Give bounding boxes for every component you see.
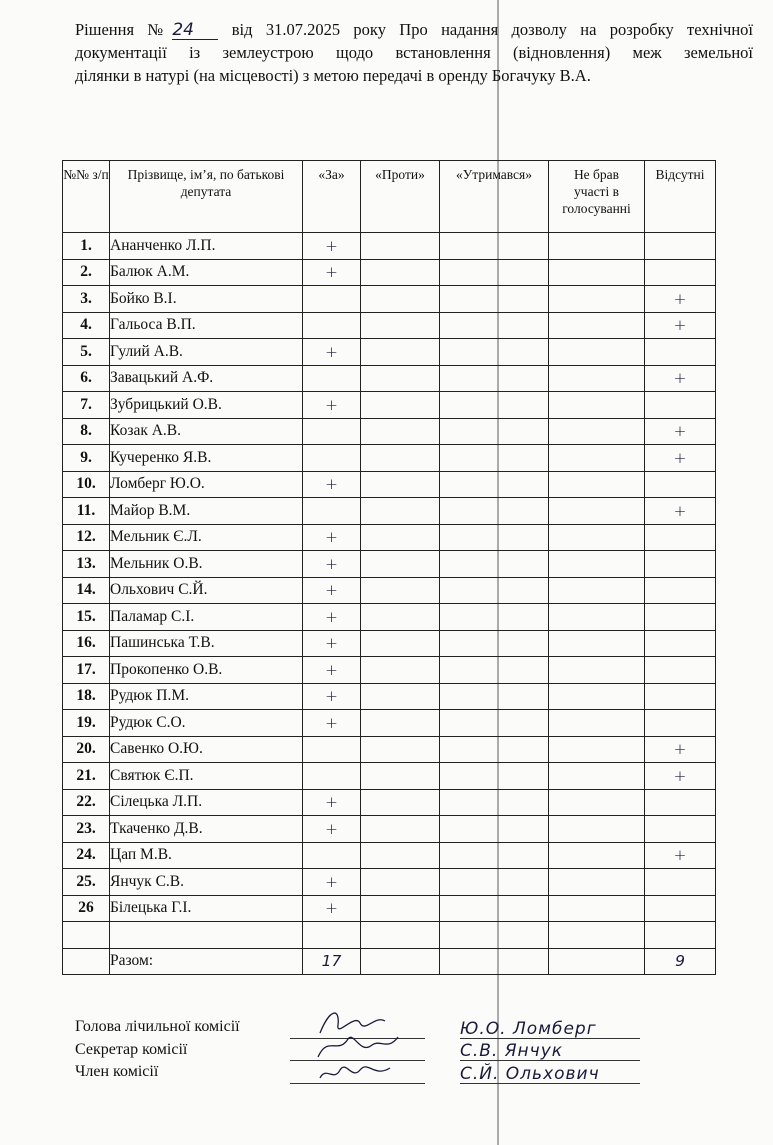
vote-against-cell	[361, 312, 440, 339]
row-number: 16.	[63, 630, 110, 657]
deputy-name: Паламар С.І.	[110, 604, 303, 631]
vote-abstain-cell	[440, 524, 549, 551]
row-number: 25.	[63, 869, 110, 896]
total-num-cell	[63, 948, 110, 975]
deputy-name: Ткаченко Д.В.	[110, 816, 303, 843]
deputy-name: Сілецька Л.П.	[110, 789, 303, 816]
vote-not-voted-cell	[549, 498, 645, 525]
vote-abstain-cell	[440, 869, 549, 896]
deputy-name: Гальоса В.П.	[110, 312, 303, 339]
vote-against-cell	[361, 259, 440, 286]
total-abstain	[440, 948, 549, 975]
vote-for-cell: +	[303, 577, 361, 604]
vote-for-cell: +	[303, 233, 361, 260]
vote-abstain-cell	[440, 630, 549, 657]
deputy-name: Рудюк С.О.	[110, 710, 303, 737]
deputy-name: Святюк Є.П.	[110, 763, 303, 790]
vote-abstain-cell	[440, 657, 549, 684]
vote-abstain-cell	[440, 418, 549, 445]
signature-row-member	[75, 1061, 640, 1084]
vote-against-cell	[361, 604, 440, 631]
table-row	[63, 763, 716, 790]
total-for: 17	[303, 948, 361, 975]
deputy-name: Балюк А.М.	[110, 259, 303, 286]
decision-number: 24	[172, 21, 218, 40]
table-row	[63, 630, 716, 657]
vote-against-cell	[361, 895, 440, 922]
table-row	[63, 259, 716, 286]
vote-for-cell: +	[303, 816, 361, 843]
row-number: 15.	[63, 604, 110, 631]
vote-for-cell	[303, 498, 361, 525]
vote-against-cell	[361, 577, 440, 604]
vote-not-voted-cell	[549, 895, 645, 922]
vote-not-voted-cell	[549, 445, 645, 472]
vote-for-cell	[303, 286, 361, 313]
table-row	[63, 286, 716, 313]
vote-not-voted-cell	[549, 789, 645, 816]
vote-against-cell	[361, 763, 440, 790]
vote-for-cell: +	[303, 259, 361, 286]
vote-abstain-cell	[440, 577, 549, 604]
vote-abstain-cell	[440, 710, 549, 737]
deputy-name: Мельник О.В.	[110, 551, 303, 578]
vote-not-voted-cell	[549, 312, 645, 339]
vote-absent-cell	[645, 339, 716, 366]
vote-for-cell	[303, 445, 361, 472]
vote-absent-cell: +	[645, 445, 716, 472]
vote-absent-cell	[645, 869, 716, 896]
table-row	[63, 312, 716, 339]
vote-against-cell	[361, 418, 440, 445]
vote-abstain-cell	[440, 445, 549, 472]
vote-against-cell	[361, 471, 440, 498]
vote-not-voted-cell	[549, 604, 645, 631]
table-row	[63, 604, 716, 631]
vote-abstain-cell	[440, 604, 549, 631]
deputy-name: Кучеренко Я.В.	[110, 445, 303, 472]
vote-against-cell	[361, 392, 440, 419]
table-row	[63, 524, 716, 551]
row-number: 5.	[63, 339, 110, 366]
row-number: 24.	[63, 842, 110, 869]
deputy-name: Завацький А.Ф.	[110, 365, 303, 392]
row-number: 14.	[63, 577, 110, 604]
vote-against-cell	[361, 339, 440, 366]
deputy-name: Ломберг Ю.О.	[110, 471, 303, 498]
vote-against-cell	[361, 789, 440, 816]
col-not-voted-header: Не брав участі в голосуванні	[549, 161, 645, 233]
vote-abstain-cell	[440, 842, 549, 869]
vote-not-voted-cell	[549, 630, 645, 657]
role-label: Голова лічильної комісії	[75, 1018, 240, 1035]
table-row	[63, 816, 716, 843]
table-row	[63, 789, 716, 816]
vote-abstain-cell	[440, 789, 549, 816]
vote-against-cell	[361, 657, 440, 684]
vote-abstain-cell	[440, 312, 549, 339]
signature-line	[290, 1068, 425, 1084]
title-prefix: Рішення №	[75, 20, 173, 39]
empty-cell	[63, 922, 110, 949]
row-number: 4.	[63, 312, 110, 339]
vote-absent-cell	[645, 233, 716, 260]
row-number: 17.	[63, 657, 110, 684]
empty-cell	[303, 922, 361, 949]
vote-abstain-cell	[440, 895, 549, 922]
title-line-1	[75, 18, 753, 41]
vote-not-voted-cell	[549, 736, 645, 763]
vote-for-cell	[303, 842, 361, 869]
row-number: 26	[63, 895, 110, 922]
vote-absent-cell: +	[645, 365, 716, 392]
row-number: 11.	[63, 498, 110, 525]
signatory-name: С.В. Янчук	[460, 1042, 640, 1061]
vote-for-cell: +	[303, 657, 361, 684]
row-number: 3.	[63, 286, 110, 313]
vote-absent-cell: +	[645, 312, 716, 339]
vote-not-voted-cell	[549, 551, 645, 578]
vote-not-voted-cell	[549, 339, 645, 366]
vote-against-cell	[361, 233, 440, 260]
total-against	[361, 948, 440, 975]
vote-for-cell: +	[303, 630, 361, 657]
row-number: 13.	[63, 551, 110, 578]
vote-absent-cell	[645, 630, 716, 657]
vote-absent-cell	[645, 604, 716, 631]
vote-abstain-cell	[440, 498, 549, 525]
table-row	[63, 551, 716, 578]
empty-cell	[549, 922, 645, 949]
vote-against-cell	[361, 683, 440, 710]
vote-abstain-cell	[440, 339, 549, 366]
vote-absent-cell	[645, 710, 716, 737]
col-against-header: «Проти»	[361, 161, 440, 233]
vote-for-cell: +	[303, 895, 361, 922]
vote-absent-cell	[645, 524, 716, 551]
vote-for-cell	[303, 365, 361, 392]
vote-absent-cell	[645, 392, 716, 419]
row-number: 20.	[63, 736, 110, 763]
deputy-name: Пашинська Т.В.	[110, 630, 303, 657]
vote-abstain-cell	[440, 365, 549, 392]
table-header-row	[63, 161, 716, 233]
row-number: 21.	[63, 763, 110, 790]
deputy-name: Козак А.В.	[110, 418, 303, 445]
deputy-name: Білецька Г.І.	[110, 895, 303, 922]
table-row	[63, 895, 716, 922]
row-number: 1.	[63, 233, 110, 260]
vote-absent-cell	[645, 789, 716, 816]
role-label: Секретар комісії	[75, 1040, 188, 1058]
col-absent-header: Відсутні	[645, 161, 716, 233]
empty-cell	[361, 922, 440, 949]
vote-abstain-cell	[440, 816, 549, 843]
vote-for-cell: +	[303, 551, 361, 578]
vote-for-cell: +	[303, 604, 361, 631]
vote-abstain-cell	[440, 736, 549, 763]
signatory-name: С.Й. Ольхович	[460, 1065, 640, 1084]
vote-absent-cell: +	[645, 842, 716, 869]
table-row	[63, 445, 716, 472]
row-number: 6.	[63, 365, 110, 392]
table-row	[63, 498, 716, 525]
vote-against-cell	[361, 524, 440, 551]
title-line-3: ділянки в натурі (на місцевості) з метою передачі в оренду Богачуку В.А.	[75, 66, 591, 85]
handwritten-signature-icon	[310, 1048, 400, 1088]
title-line-2: документації із землеустрою щодо встановлення (відновлення) меж земельної	[75, 43, 753, 62]
vote-not-voted-cell	[549, 869, 645, 896]
vote-absent-cell: +	[645, 418, 716, 445]
vote-against-cell	[361, 869, 440, 896]
decision-title	[75, 18, 753, 87]
row-number: 10.	[63, 471, 110, 498]
deputy-name: Цап М.В.	[110, 842, 303, 869]
vote-absent-cell	[645, 259, 716, 286]
table-row	[63, 471, 716, 498]
signatory-name: Ю.О. Ломберг	[460, 1020, 640, 1039]
deputy-name: Савенко О.Ю.	[110, 736, 303, 763]
vote-against-cell	[361, 498, 440, 525]
vote-for-cell	[303, 736, 361, 763]
empty-cell	[440, 922, 549, 949]
vote-against-cell	[361, 630, 440, 657]
row-number: 8.	[63, 418, 110, 445]
col-name-header: Прізвище, ім’я, по батькові депутата	[110, 161, 303, 233]
vote-absent-cell: +	[645, 498, 716, 525]
vote-not-voted-cell	[549, 842, 645, 869]
col-num-header: №№ з/п	[63, 161, 110, 233]
vote-for-cell: +	[303, 524, 361, 551]
row-number: 9.	[63, 445, 110, 472]
deputy-name: Гулий А.В.	[110, 339, 303, 366]
vote-against-cell	[361, 445, 440, 472]
deputy-name: Мельник Є.Л.	[110, 524, 303, 551]
vote-for-cell: +	[303, 710, 361, 737]
deputy-name: Рудюк П.М.	[110, 683, 303, 710]
empty-cell	[645, 922, 716, 949]
table-row	[63, 657, 716, 684]
col-abstain-header: «Утримався»	[440, 161, 549, 233]
vote-not-voted-cell	[549, 657, 645, 684]
deputy-name: Прокопенко О.В.	[110, 657, 303, 684]
total-not-voted	[549, 948, 645, 975]
vote-against-cell	[361, 286, 440, 313]
table-row	[63, 392, 716, 419]
vote-abstain-cell	[440, 392, 549, 419]
vote-absent-cell	[645, 816, 716, 843]
deputy-name: Майор В.М.	[110, 498, 303, 525]
deputy-name: Ольхович С.Й.	[110, 577, 303, 604]
empty-row	[63, 922, 716, 949]
deputy-name: Бойко В.І.	[110, 286, 303, 313]
vote-not-voted-cell	[549, 418, 645, 445]
col-for-header: «За»	[303, 161, 361, 233]
vote-absent-cell	[645, 683, 716, 710]
vote-for-cell: +	[303, 392, 361, 419]
table-row	[63, 365, 716, 392]
row-number: 22.	[63, 789, 110, 816]
deputy-name: Ананченко Л.П.	[110, 233, 303, 260]
vote-absent-cell: +	[645, 286, 716, 313]
vote-abstain-cell	[440, 471, 549, 498]
vote-not-voted-cell	[549, 524, 645, 551]
vote-absent-cell	[645, 551, 716, 578]
vote-for-cell	[303, 763, 361, 790]
vote-not-voted-cell	[549, 710, 645, 737]
vote-against-cell	[361, 365, 440, 392]
vote-for-cell	[303, 312, 361, 339]
voting-table-body	[63, 233, 716, 975]
row-number: 23.	[63, 816, 110, 843]
vote-for-cell	[303, 418, 361, 445]
vote-abstain-cell	[440, 233, 549, 260]
vote-not-voted-cell	[549, 577, 645, 604]
vote-against-cell	[361, 736, 440, 763]
vote-abstain-cell	[440, 763, 549, 790]
vote-not-voted-cell	[549, 392, 645, 419]
vote-for-cell: +	[303, 789, 361, 816]
row-number: 19.	[63, 710, 110, 737]
empty-cell	[110, 922, 303, 949]
vote-absent-cell	[645, 895, 716, 922]
vote-abstain-cell	[440, 683, 549, 710]
table-row	[63, 233, 716, 260]
role-label: Член комісії	[75, 1063, 159, 1080]
vote-for-cell: +	[303, 683, 361, 710]
vote-not-voted-cell	[549, 816, 645, 843]
vote-abstain-cell	[440, 259, 549, 286]
vote-abstain-cell	[440, 286, 549, 313]
vote-not-voted-cell	[549, 233, 645, 260]
table-row	[63, 339, 716, 366]
vote-not-voted-cell	[549, 365, 645, 392]
table-row	[63, 842, 716, 869]
commission-signatures	[75, 1016, 640, 1084]
vote-for-cell: +	[303, 339, 361, 366]
row-number: 18.	[63, 683, 110, 710]
table-row	[63, 869, 716, 896]
voting-table	[62, 160, 716, 975]
vote-absent-cell	[645, 471, 716, 498]
row-number: 2.	[63, 259, 110, 286]
table-row	[63, 710, 716, 737]
vote-not-voted-cell	[549, 471, 645, 498]
vote-absent-cell: +	[645, 763, 716, 790]
table-row	[63, 577, 716, 604]
vote-against-cell	[361, 816, 440, 843]
vote-against-cell	[361, 842, 440, 869]
vote-absent-cell: +	[645, 736, 716, 763]
vote-not-voted-cell	[549, 286, 645, 313]
vote-for-cell: +	[303, 869, 361, 896]
title-line-1-rest: від 31.07.2025 року Про надання дозволу на розробку технічної	[218, 20, 753, 39]
table-row	[63, 683, 716, 710]
deputy-name: Янчук С.В.	[110, 869, 303, 896]
row-number: 12.	[63, 524, 110, 551]
vote-for-cell: +	[303, 471, 361, 498]
total-absent: 9	[645, 948, 716, 975]
total-label: Разом:	[110, 948, 303, 975]
vote-abstain-cell	[440, 551, 549, 578]
vote-not-voted-cell	[549, 683, 645, 710]
row-number: 7.	[63, 392, 110, 419]
deputy-name: Зубрицький О.В.	[110, 392, 303, 419]
vote-not-voted-cell	[549, 259, 645, 286]
vote-absent-cell	[645, 577, 716, 604]
vote-against-cell	[361, 710, 440, 737]
vote-not-voted-cell	[549, 763, 645, 790]
table-row	[63, 418, 716, 445]
total-row	[63, 948, 716, 975]
table-row	[63, 736, 716, 763]
vote-against-cell	[361, 551, 440, 578]
vote-absent-cell	[645, 657, 716, 684]
